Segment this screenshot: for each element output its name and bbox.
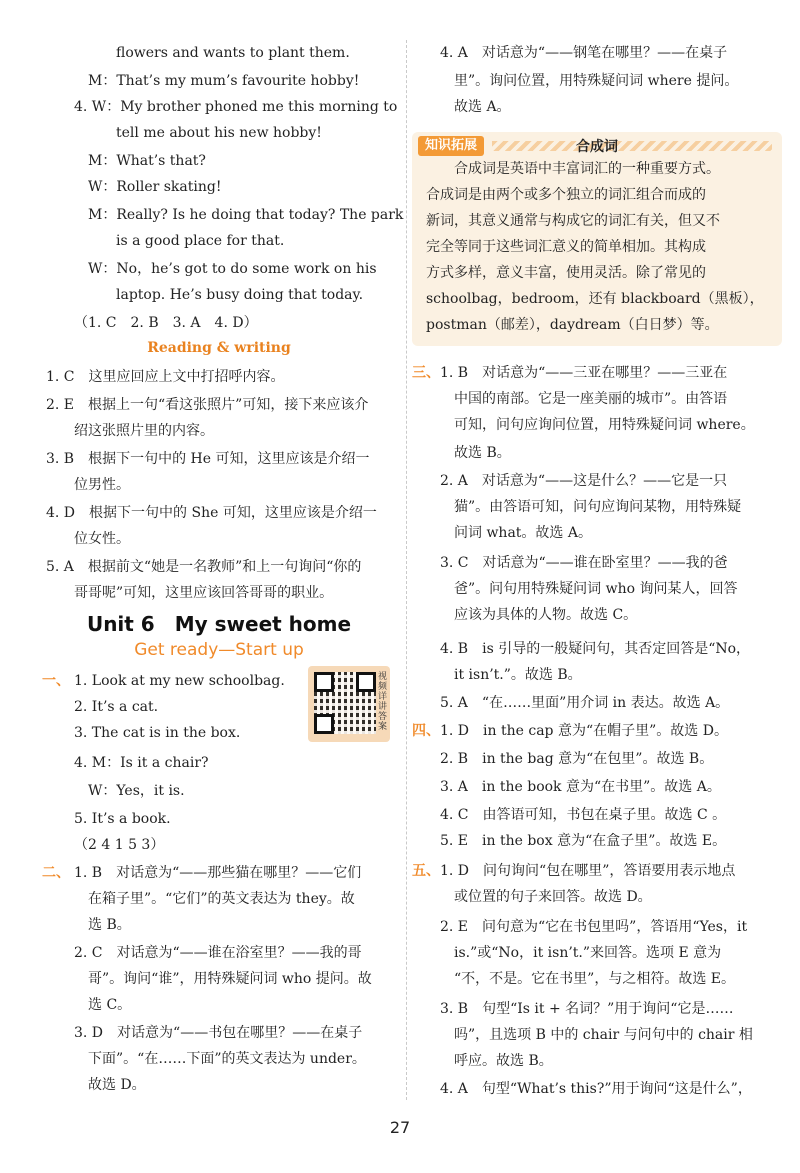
reading-answer: 3. B 根据下一句中的 He 可知，这里应该是介绍一	[46, 451, 370, 467]
qr-finder	[356, 672, 376, 692]
listening-line: tell me about his new hobby!	[116, 125, 322, 141]
explanation-line: 4. C 由答语可知，书包在桌子里。故选 C 。	[440, 807, 727, 823]
knowledge-line: 完全等同于这些词汇意义的简单相加。其构成	[426, 239, 706, 255]
listening-line: M：Really? Is he doing that today? The park	[88, 207, 404, 223]
explanation-line: 选 B。	[88, 917, 131, 933]
section-mark: 四、	[412, 723, 440, 739]
explanation-line: 2. B in the bag 意为“在包里”。故选 B。	[440, 751, 714, 767]
explanation-line: it isn’t.”。故选 B。	[454, 667, 582, 683]
script-line: 5. It’s a book.	[74, 811, 171, 827]
explanation-line: 爸”。问句用特殊疑问词 who 询问某人，回答	[454, 581, 738, 597]
explanation-line: 1. D in the cap 意为“在帽子里”。故选 D。	[440, 723, 728, 739]
script-answers: （2 4 1 5 3）	[74, 837, 165, 853]
knowledge-line: 合成词是由两个或多个独立的词汇组合而成的	[426, 187, 706, 203]
listening-line: 4. W：My brother phoned me this morning to	[74, 99, 398, 115]
reading-answer: 1. C 这里应回应上文中打招呼内容。	[46, 369, 285, 385]
section-mark: 一、	[42, 673, 70, 689]
explanation-line: 5. A “在……里面”用介词 in 表达。故选 A。	[440, 695, 730, 711]
explanation-line: 4. A 句型“What’s this?”用于询问“这是什么”，	[440, 1081, 752, 1097]
section-mark: 五、	[412, 863, 440, 879]
explanation-line: 5. E in the box 意为“在盒子里”。故选 E。	[440, 833, 727, 849]
explanation-line: 2. A 对话意为“——这是什么？——它是一只	[440, 473, 728, 489]
page-number: 27	[389, 1118, 411, 1137]
script-line: W：Yes，it is.	[88, 783, 185, 799]
knowledge-line: schoolbag，bedroom，还有 blackboard（黑板），	[426, 291, 764, 307]
explanation-line: 2. C 对话意为“——谁在浴室里？——我的哥	[74, 945, 362, 961]
listening-line: W：No，he’s got to do some work on his	[88, 261, 377, 277]
listening-line: flowers and wants to plant them.	[116, 45, 350, 61]
column-divider	[406, 40, 407, 1100]
qr-label: 视频详讲答案	[378, 672, 388, 732]
explanation-line: 下面”。“在……下面”的英文表达为 under。	[88, 1051, 366, 1067]
explanation-line: 吗”，且选项 B 中的 chair 与问句中的 chair 相	[454, 1027, 753, 1043]
listening-line: M：That’s my mum’s favourite hobby!	[88, 73, 360, 89]
explanation-line: 或位置的句子来回答。故选 D。	[454, 889, 652, 905]
section-mark: 三、	[412, 365, 440, 381]
explanation-line: 故选 A。	[454, 99, 511, 115]
listening-line: W：Roller skating!	[88, 179, 222, 195]
reading-writing-title: Reading & writing	[147, 340, 291, 356]
reading-answer: 哥哥呢”可知，这里应该回答哥哥的职业。	[74, 585, 334, 601]
explanation-line: 问词 what。故选 A。	[454, 525, 592, 541]
reading-answer: 5. A 根据前文“她是一名教师”和上一句询问“你的	[46, 559, 362, 575]
reading-answer: 绍这张照片里的内容。	[74, 423, 214, 439]
explanation-line: 里”。询问位置，用特殊疑问词 where 提问。	[454, 73, 739, 89]
script-line: 4. M：Is it a chair?	[74, 755, 209, 771]
script-line: 1. Look at my new schoolbag.	[74, 673, 285, 689]
reading-answer: 2. E 根据上一句“看这张照片”可知，接下来应该介	[46, 397, 369, 413]
knowledge-line: 新词，其意义通常与构成它的词汇有关，但又不	[426, 213, 720, 229]
knowledge-line: 合成词是英语中丰富词汇的一种重要方式。	[426, 161, 720, 177]
qr-finder	[314, 672, 334, 692]
explanation-line: 3. A in the book 意为“在书里”。故选 A。	[440, 779, 721, 795]
explanation-line: 3. D 对话意为“——书包在哪里？——在桌子	[74, 1025, 363, 1041]
explanation-line: 2. E 问句意为“它在书包里吗”，答语用“Yes，it	[440, 919, 748, 935]
script-line: 2. It’s a cat.	[74, 699, 159, 715]
listening-line: is a good place for that.	[116, 233, 285, 249]
explanation-line: 呼应。故选 B。	[454, 1053, 553, 1069]
reading-answer: 位女性。	[74, 531, 130, 547]
explanation-line: 故选 B。	[454, 445, 511, 461]
explanation-line: is.”或“No，it isn’t.”来回答。选项 E 意为	[454, 945, 722, 961]
explanation-line: 3. C 对话意为“——谁在卧室里？——我的爸	[440, 555, 728, 571]
knowledge-badge: 知识拓展	[418, 136, 484, 156]
explanation-line: 中国的南部。它是一座美丽的城市”。由答语	[454, 391, 728, 407]
explanation-line: 4. B is 引导的一般疑问句，其否定回答是“No，	[440, 641, 751, 657]
explanation-line: 猫”。由答语可知，问句应询问某物，用特殊疑	[454, 499, 742, 515]
explanation-line: 在箱子里”。“它们”的英文表达为 they。故	[88, 891, 355, 907]
knowledge-line: postman（邮差），daydream（白日梦）等。	[426, 317, 719, 333]
knowledge-line: 方式多样，意义丰富，使用灵活。除了常见的	[426, 265, 706, 281]
knowledge-box	[412, 132, 782, 346]
section-title: Get ready—Start up	[134, 640, 304, 660]
explanation-line: 3. B 句型“Is it + 名词？”用于询问“它是……	[440, 1001, 734, 1017]
knowledge-title: 合成词	[576, 139, 618, 155]
listening-line: M：What’s that?	[88, 153, 206, 169]
explanation-line: 1. B 对话意为“——三亚在哪里？——三亚在	[440, 365, 728, 381]
explanation-line: 应该为具体的人物。故选 C。	[454, 607, 638, 623]
explanation-line: 可知，问句应询问位置，用特殊疑问词 where。	[454, 417, 755, 433]
reading-answer: 位男性。	[74, 477, 130, 493]
explanation-line: 哥”。询问“谁”，用特殊疑问词 who 提问。故	[88, 971, 372, 987]
listening-answers: （1. C 2. B 3. A 4. D）	[74, 315, 258, 331]
explanation-line: “不，不是。它在书里”，与之相符。故选 E。	[454, 971, 735, 987]
section-mark: 二、	[42, 865, 70, 881]
qr-finder	[314, 714, 334, 734]
unit-title: Unit 6 My sweet home	[86, 612, 352, 636]
qr-code[interactable]	[308, 666, 390, 742]
explanation-line: 1. D 问句询问“包在哪里”，答语要用表示地点	[440, 863, 736, 879]
listening-line: laptop. He’s busy doing that today.	[116, 287, 364, 303]
explanation-line: 选 C。	[88, 997, 132, 1013]
script-line: 3. The cat is in the box.	[74, 725, 241, 741]
explanation-line: 4. A 对话意为“——钢笔在哪里？——在桌子	[440, 45, 728, 61]
explanation-line: 1. B 对话意为“——那些猫在哪里？——它们	[74, 865, 362, 881]
explanation-line: 故选 D。	[88, 1077, 146, 1093]
reading-answer: 4. D 根据下一句中的 She 可知，这里应该是介绍一	[46, 505, 377, 521]
